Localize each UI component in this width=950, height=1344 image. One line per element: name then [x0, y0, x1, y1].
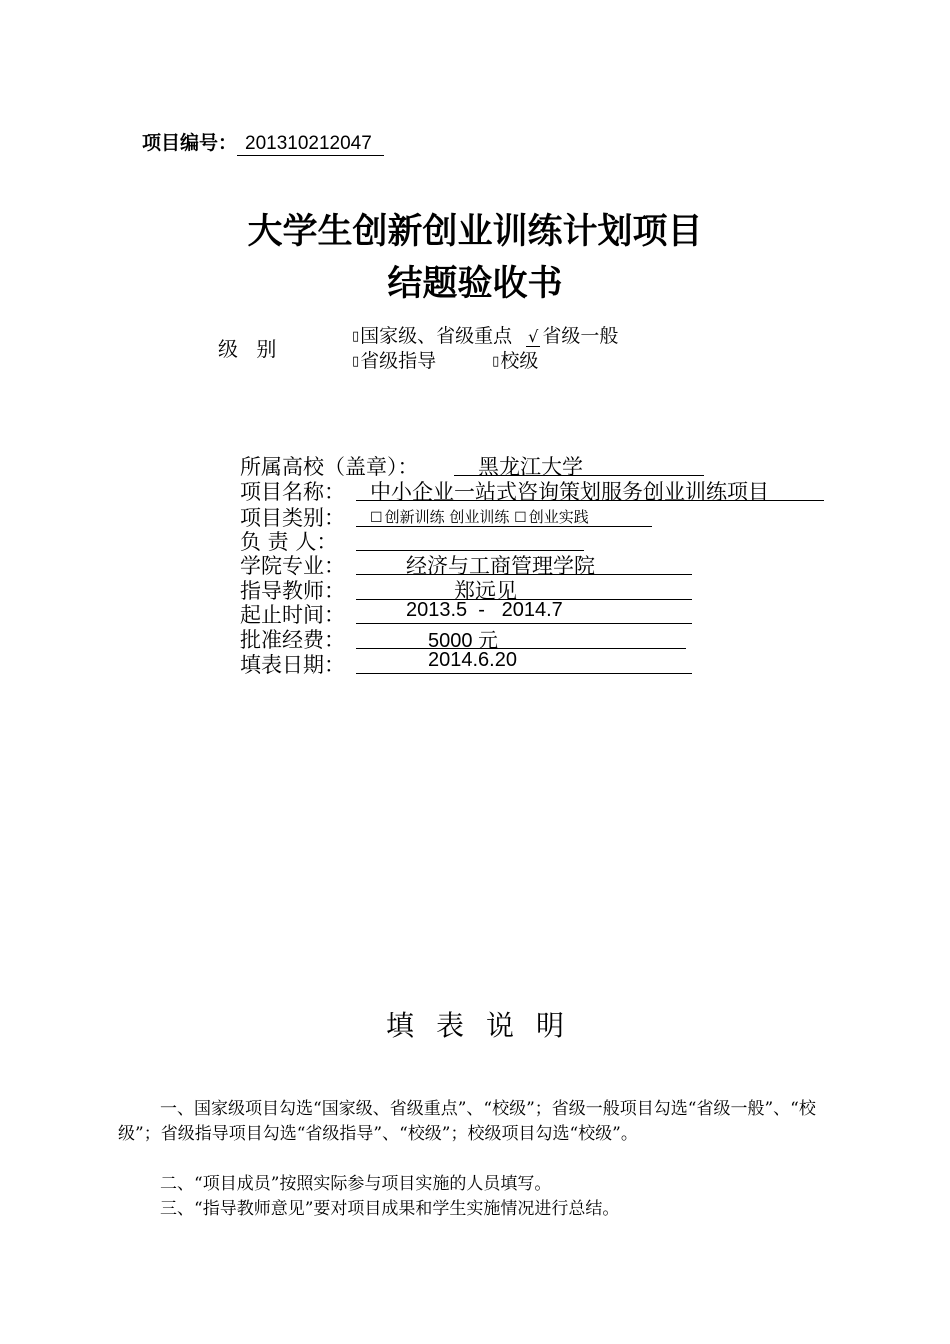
date-row [240, 649, 700, 675]
level-option-general: 省级一般 [542, 325, 619, 347]
period-row [240, 599, 700, 625]
advisor-value: 郑远见 [454, 579, 517, 603]
date-label: 填表日期： [240, 653, 345, 677]
school-row [240, 451, 710, 477]
instruction-paragraph-2: 二、“项目成员”按照实际参与项目实施的人员填写。 [160, 1174, 552, 1194]
category-option-innovation: 创新训练 [384, 508, 445, 526]
college-label: 学院专业： [240, 554, 345, 578]
date-underline [356, 650, 692, 674]
project-number-value: 201310212047 [237, 133, 384, 156]
level-option-national: 国家级、省级重点 [360, 325, 513, 347]
category-options [370, 506, 589, 527]
leader-label: 负 责 人： [240, 530, 338, 554]
school-value: 黑龙江大学 [478, 455, 583, 479]
project-number-label: 项目编号： [142, 132, 238, 154]
project-name-value: 中小企业一站式咨询策划服务创业训练项目 [370, 480, 769, 504]
date-value: 2014.6.20 [428, 649, 517, 671]
advisor-underline [356, 576, 692, 600]
school-label: 所属高校（盖章）： [240, 455, 419, 479]
instructions-title: 填表说明 [385, 1009, 586, 1042]
checkbox-general-checked[interactable]: √ [528, 327, 539, 346]
level-options-row-2 [352, 346, 538, 373]
project-name-label: 项目名称： [240, 480, 345, 504]
checkbox-innovation[interactable]: ☐ [370, 510, 383, 526]
checkbox-national[interactable]: ▯ [352, 329, 360, 344]
document-title: 大学生创新创业训练计划项目 [247, 212, 703, 252]
level-option-school: 校级 [500, 350, 539, 372]
period-value: 2013.5 - 2014.7 [406, 599, 563, 621]
category-option-practice: 创业实践 [528, 508, 589, 526]
category-option-entrepreneurship-training: 创业训练 [449, 508, 510, 526]
advisor-label: 指导教师： [240, 579, 345, 603]
project-number [142, 128, 384, 156]
funding-row [240, 624, 700, 650]
document-subtitle: 结题验收书 [387, 264, 563, 304]
leader-row [240, 526, 590, 552]
period-label: 起止时间： [240, 603, 345, 627]
instruction-paragraph-3: 三、“指导教师意见”要对项目成果和学生实施情况进行总结。 [160, 1199, 620, 1219]
level-label: 级 别 [218, 337, 283, 361]
checkbox-guided[interactable]: ▯ [352, 354, 360, 369]
level-options-row-1 [352, 321, 618, 348]
advisor-row [240, 575, 700, 601]
instruction-paragraph-1: 一、国家级项目勾选“国家级、省级重点”、“校级”；省级一般项目勾选“省级一般”、“校级”；省级指导项目勾选“省级指导”、“校级”；校级项目勾选“校级”。 [118, 1099, 816, 1144]
college-row [240, 550, 700, 576]
category-label: 项目类别： [240, 506, 345, 530]
funding-underline [356, 625, 686, 649]
checkbox-school[interactable]: ▯ [492, 354, 500, 369]
category-row [240, 502, 660, 528]
project-name-row [240, 476, 830, 502]
college-value: 经济与工商管理学院 [406, 554, 595, 578]
funding-value: 5000 元 [428, 630, 499, 652]
level-option-guided: 省级指导 [360, 350, 437, 372]
leader-underline [356, 527, 584, 551]
checkbox-practice[interactable]: ☐ [514, 510, 527, 526]
funding-label: 批准经费： [240, 628, 345, 652]
